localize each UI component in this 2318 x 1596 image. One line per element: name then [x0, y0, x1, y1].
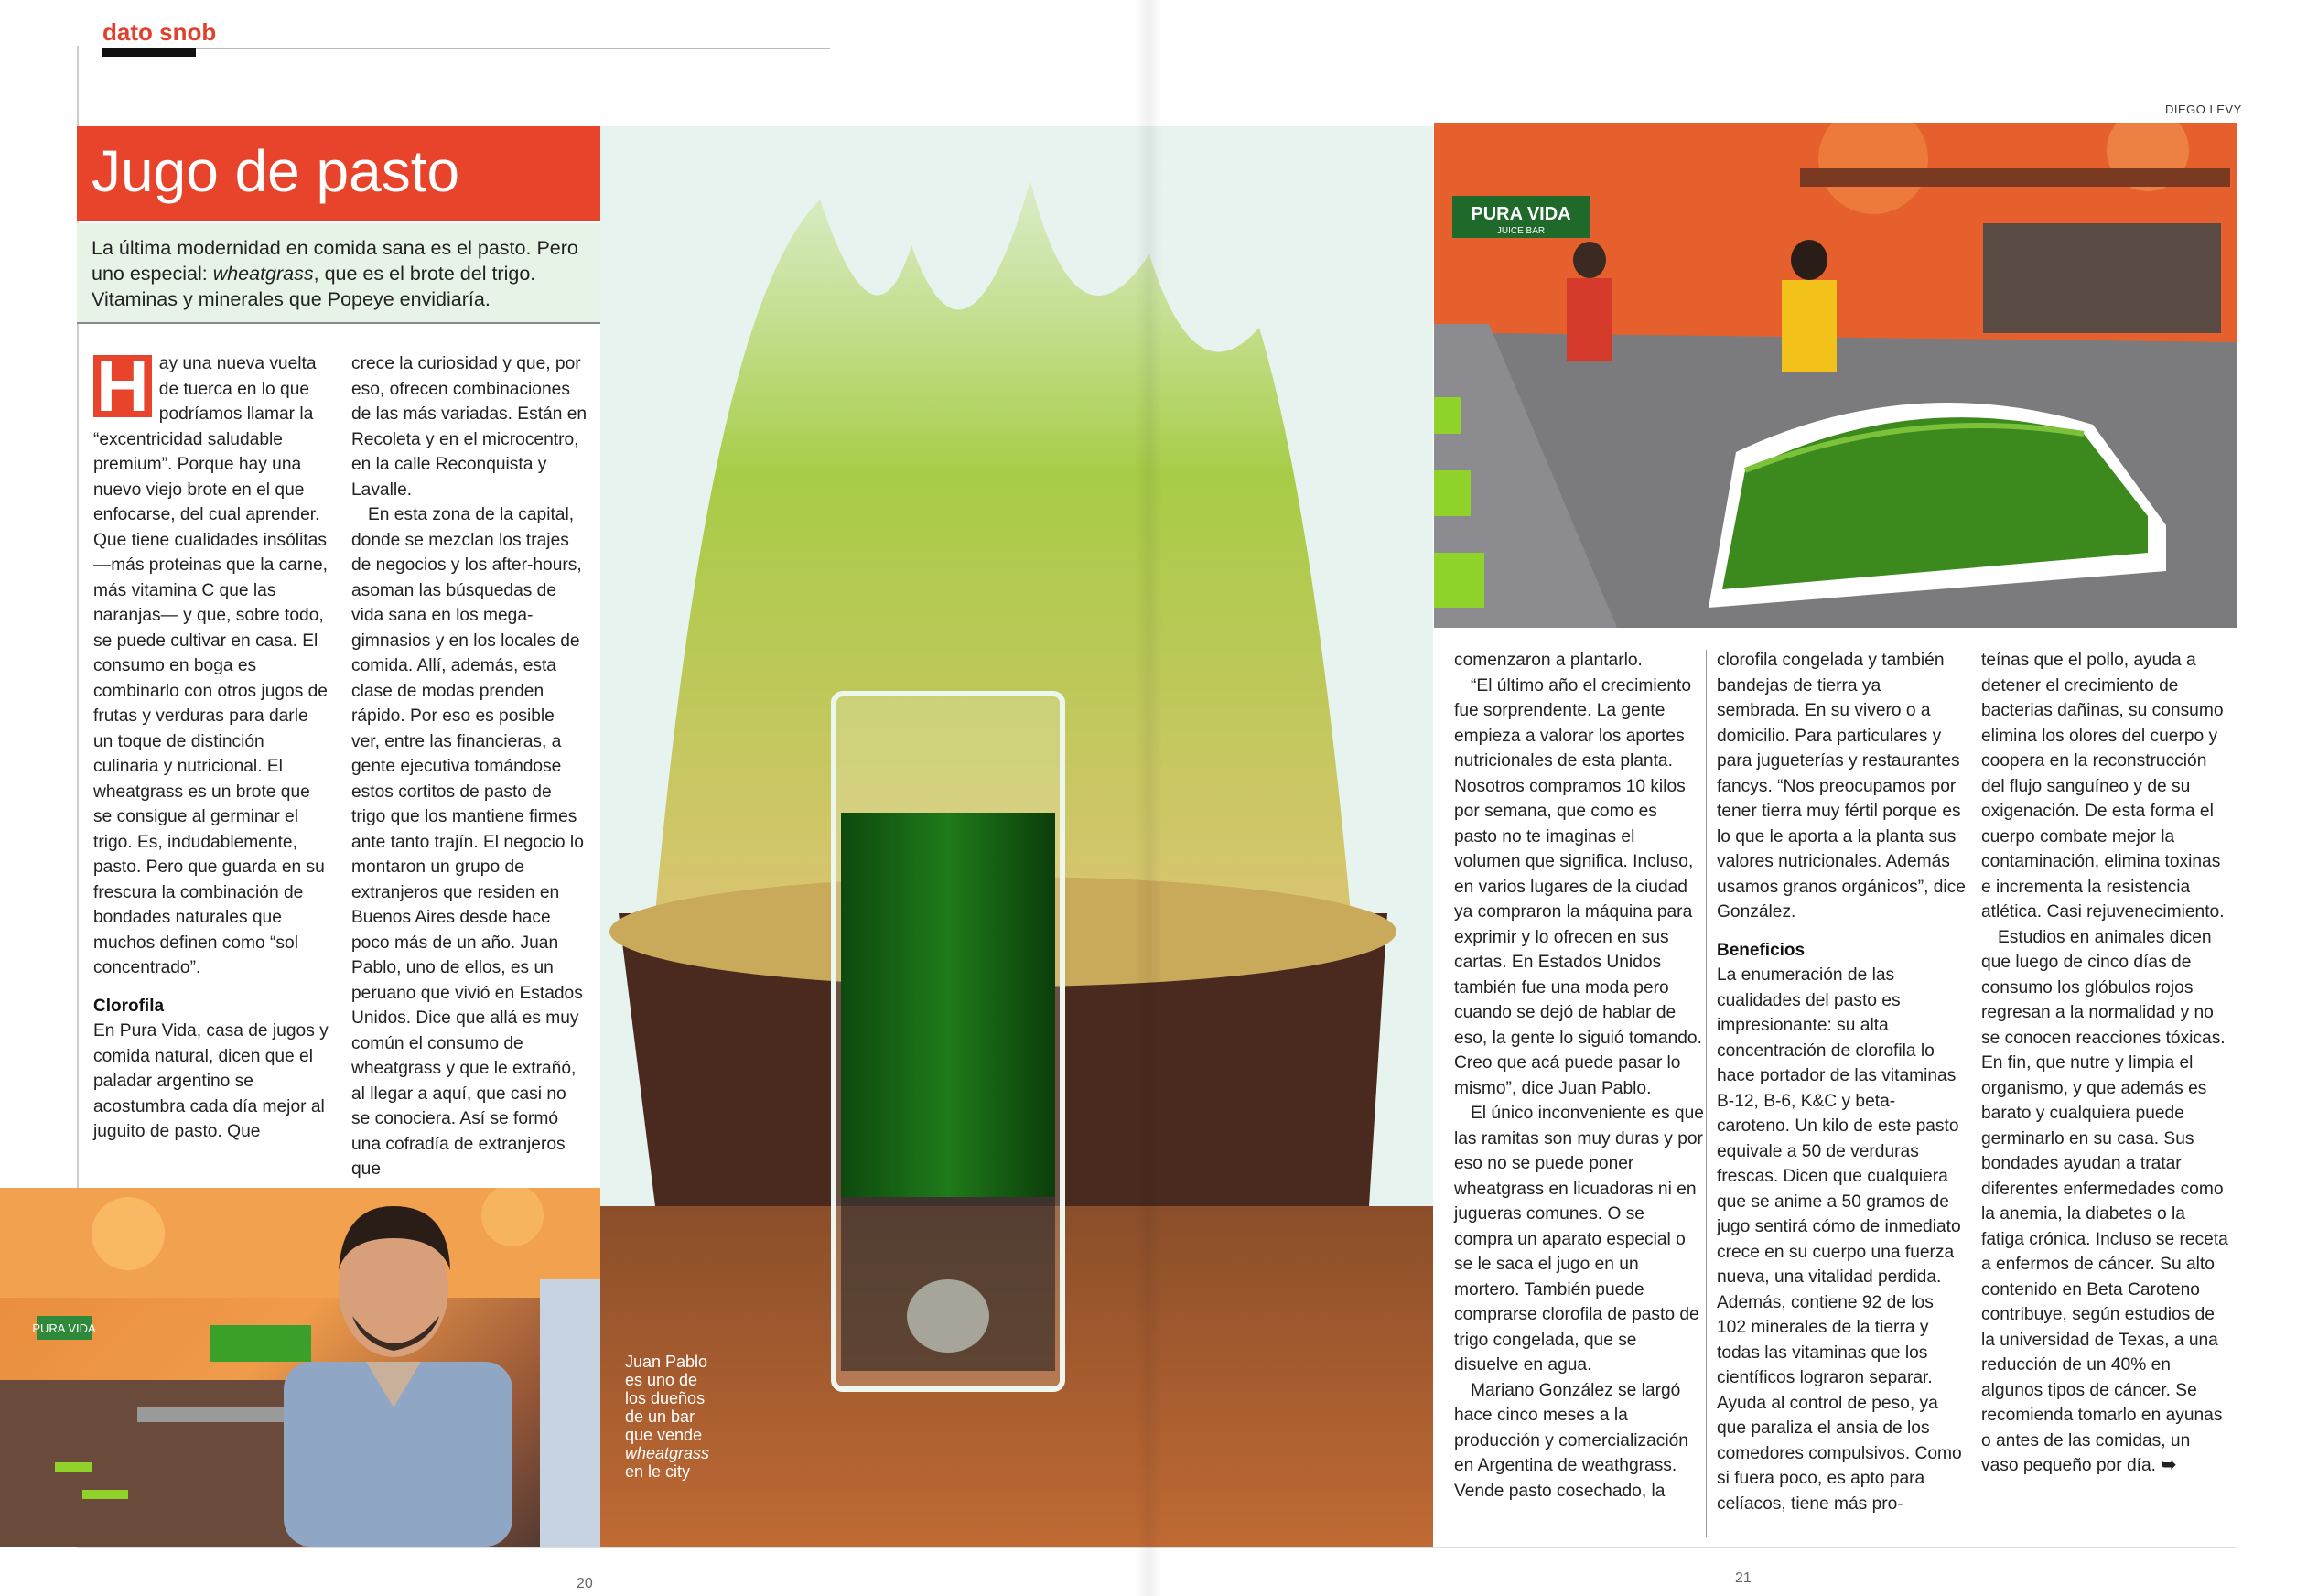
column-2-paragraph-1: crece la curiosidad y que, por eso, ofrecen combinaciones de las más variadas. Están en Recoleta y en el microcentro, en la calle Reconquista y Lavalle.: [351, 354, 588, 500]
portrait-sign-text: PURA VIDA: [32, 1321, 96, 1335]
column-5-paragraph-2: [1981, 925, 2230, 1479]
page-number-left: 20: [577, 1576, 593, 1591]
column-3-paragraph-2: “El último año el crecimiento fue sorprendente. La gente empieza a valorar los aportes nutricionales de esta planta. Nosotros compramos 10 kilos por semana, que como es pasto no te imaginas el volumen que significa. Incluso, en varios lugares de la ciudad ya compraron la máquina para exprimir y lo ofrecen en sus cartas. En Estados Unidos también fue una moda pero cuando se dejó de hablar de eso, la gente lo siguió tomando. Creo que acá puede pasar lo mismo”, dice Juan Pablo.: [1454, 675, 1702, 1098]
juice-bar-illustration: [1434, 123, 2237, 628]
spread-gutter: [1135, 0, 1162, 1596]
lead-text-a: La última modernidad en comida sana es el pasto.: [92, 237, 532, 259]
article-lead: [92, 235, 586, 312]
caption-emphasis: wheatgrass: [625, 1444, 710, 1462]
column-5-paragraph-2-text: Estudios en animales dicen que luego de cinco días de consumo los glóbulos rojos regresan a la normalidad y no se conocen reacciones tóxicas. En fin, que nutre y limpia el organismo, y que además es barato y cualquiera puede germinarlo en su casa. Sus bondades ayudan a tratar diferentes enfermedades como la anemia, la diabetes o la fatiga crónica. Incluso se receta a enfermos de cáncer. Su alto contenido en Beta Caroteno contribuye, según estudios de la universidad de Texas, a una reducción de un 40% en algunos tipos de cáncer. Se recomienda tomarlo en ayunas o antes de las comidas, un vaso pequeño por día.: [1981, 927, 2228, 1475]
column-4: [1717, 648, 1966, 1516]
photo-credit: DIEGO LEVY: [2165, 102, 2242, 116]
column-5-paragraph-1: teínas que el pollo, ayuda a detener el crecimiento de bacterias dañinas, su consumo elimina los olores del cuerpo y coopera en la reconstrucción del flujo sanguíneo y de su oxigenación. De esta forma el cuerpo combate mejor la contaminación, elimina toxinas e incrementa la resistencia atlética. Casi rejuvenecimiento.: [1981, 651, 2225, 922]
lead-text-c: , que es el brote del trigo. Vitaminas y minerales que Popeye envidiaría.: [92, 263, 536, 310]
column-4-paragraph-1: clorofila congelada y también bandejas de tierra ya sembrada. En su vivero o a domicilio. Para particulares y para jugueterías y restaurantes fancys. “Nos preocupamos por tener tierra muy fértil porque es lo que le aporta a la planta sus valores nutricionales. Además usamos granos orgánicos”, dice González.: [1717, 651, 1966, 922]
wheatgrass-juice-illustration: [600, 126, 1433, 1547]
photo-owner-portrait: [0, 1188, 600, 1547]
lead-emphasis: wheatgrass: [212, 263, 314, 285]
column-2: [351, 351, 588, 1182]
column-3: [1454, 648, 1705, 1504]
section-bar: [102, 48, 196, 57]
caption-text-a: Juan Pablo es uno de los dueños de un bar que vende: [625, 1353, 708, 1444]
subheading-beneficios: Beneficios: [1717, 940, 1806, 960]
shop-sign-text: PURA VIDA: [1471, 204, 1571, 224]
photo-juice-bar: [1434, 123, 2237, 628]
column-1-paragraph-1: ay una nueva vuelta de tuerca en lo que podríamos llamar la “excentricidad saludable premium”. Porque hay una nuevo viejo brote en el que enfocarse, del cual aprender. Que tiene cualidades insólitas —más proteinas que la carne, más vitamina C que las naranjas— y que, sobre todo, se puede cultivar en casa. El consumo en boga es combinarlo con otros jugos de frutas y verduras para darle un toque de distinción culinaria y nutricional. El wheatgrass es un brote que se consigue al germinar el trigo. Es, indudablemente, pasto. Pero que guarda en su frescura la combinación de bondades naturales que muchos definen como “sol concentrado”.: [93, 354, 328, 977]
drop-cap: H: [93, 355, 152, 417]
end-arrow-icon: ➥: [2161, 1455, 2177, 1475]
photo-caption: [625, 1353, 717, 1481]
column-1-paragraph-2: En Pura Vida, casa de jugos y comida natural, dicen que el paladar argentino se acostumbra cada día mejor al juguito de pasto. Que: [93, 1021, 329, 1141]
section-rule: [102, 48, 830, 49]
article-title: Jugo de pasto: [92, 138, 460, 204]
column-3-paragraph-4: Mariano González se largó hace cinco meses a la producción y comercialización en Argentina de weathgrass. Vende pasto cosechado, la: [1454, 1380, 1688, 1501]
lead-text-b: Pero uno especial:: [92, 237, 578, 285]
column-1: [93, 345, 329, 1145]
subheading-clorofila: Clorofila: [93, 996, 165, 1016]
column-4-paragraph-2: La enumeración de las cualidades del pasto es impresionante: su alta concentración de clorofila lo hace portador de las vitaminas B-12, B-6, K&C y beta-caroteno. Un kilo de este pasto equivale a 50 de verduras frescas. Dicen que cualquiera que se anime a 50 gramos de jugo sentirá cómo de inmediato crece en su cuerpo una fuerza nueva, una vitalidad perdida. Además, contiene 92 de los 102 minerales de la tierra y todas las vitaminas que los científicos lograron separar. Ayuda al control de peso, ya que paraliza el ansia de los comedores compulsivos. Como si fuera poco, es apto para celíacos, tiene más pro-: [1717, 965, 1962, 1514]
photo-wheatgrass-juice: [600, 126, 1433, 1547]
column-divider: [1706, 650, 1707, 1537]
owner-portrait-illustration: [0, 1188, 600, 1547]
column-5: [1981, 648, 2230, 1479]
column-3-paragraph-3: El único inconveniente es que las ramitas son muy duras y por eso no se puede poner wheatgrass en licuadoras ni en jugueras comunes. O se compra un aparato especial o se le saca el jugo en un mortero. También puede comprarse clorofila de pasto de trigo congelada, que se disuelve en agua.: [1454, 1104, 1704, 1375]
caption-text-b: en le city: [625, 1462, 691, 1481]
column-2-paragraph-2: En esta zona de la capital, donde se mezclan los trajes de negocios y los after-hours, asoman las búsquedas de vida sana en los mega-gimnasios y en los locales de comida. Allí, además, esta clase de modas prenden rápido. Por eso es posible ver, entre las financieras, a gente ejecutiva tomándose estos cortitos de pasto de trigo que los mantiene firmes ante tanto trajín. El negocio lo montaron un grupo de extranjeros que residen en Buenos Aires desde hace poco más de un año. Juan Pablo, uno de ellos, es un peruano que vivió en Estados Unidos. Dice que allá es muy común el consumo de wheatgrass y que le extrañó, al llegar a aquí, que casi no se conociera. Así se formó una cofradía de extranjeros que: [351, 505, 584, 1179]
shop-sign-subtext: JUICE BAR: [1496, 226, 1546, 236]
page-number-right: 21: [1735, 1570, 1752, 1586]
section-label: dato snob: [102, 18, 217, 46]
column-3-paragraph-1: comenzaron a plantarlo.: [1454, 651, 1643, 670]
